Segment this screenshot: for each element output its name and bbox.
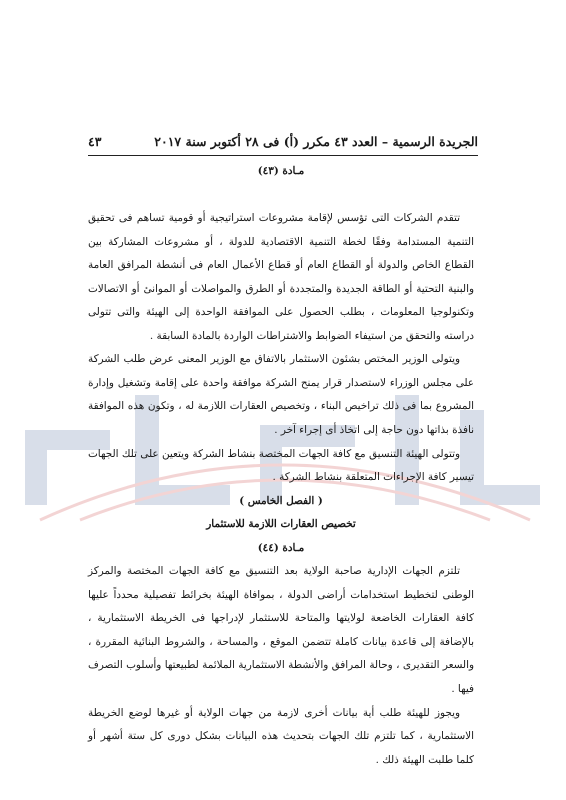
article-43-paragraph-3: وتتولى الهيئة التنسيق مع كافة الجهات المختصة بنشاط الشركة ويتعين على تلك الجهات تيسير كافة الإجراءات المتعلقة بنشاط الشركة . [88, 447, 474, 484]
document-body [88, 160, 474, 772]
page-number: ٤٣ [88, 133, 102, 149]
chapter-title: تخصيص العقارات اللازمة للاستثمار [206, 518, 356, 531]
chapter-heading: ( الفصل الخامس ) [239, 494, 323, 507]
page-header [88, 130, 478, 152]
article-44-paragraph-2: ويجوز للهيئة طلب أية بيانات أخرى لازمة من جهات الولاية أو غيرها لوضع الخريطة الاستثمارية ، كما تلتزم تلك الجهات بتحديث هذه البيانات بشكل دورى كل ستة أشهر أو كلما طلبت الهيئة ذلك . [88, 706, 474, 766]
article-43-heading: مـادة (٤٣) [257, 165, 305, 177]
gazette-header-title: الجريدة الرسمية – العدد ٤٣ مكرر (أ) فى ٢٨ أكتوبر سنة ٢٠١٧ [154, 133, 478, 149]
article-44-paragraph-1: تلتزم الجهات الإدارية صاحبة الولاية بعد التنسيق مع كافة الجهات المختصة والمركز الوطنى لتخطيط استخدامات أراضى الدولة ، بموافاة الهيئة بخرائط تفصيلية محدداً عليها كافة العقارات الخاضعة لولايتها والمتاحة للاستثمار لإدراجها فى الخريطة الاستثمارية ، بالإضافة إلى قاعدة بيانات كاملة تتضمن الموقع ، والمساحة ، والشروط البنائية المقررة ، والسعر التقديرى ، وحالة المرافق والأنشطة الاستثمارية الملائمة لطبيعتها وأسلوب التصرف فيها . [88, 565, 474, 696]
article-43-paragraph-2: ويتولى الوزير المختص بشئون الاستثمار بالاتفاق مع الوزير المعنى عرض طلب الشركة على مجلس الوزراء لاستصدار قرار يمنح الشركة موافقة واحدة على إقامة وتشغيل وإدارة المشروع بما فى ذلك تراخيص البناء ، وتخصيص العقارات اللازمة له ، وتكون هذه الموافقة نافذة بذاتها دون حاجة إلى اتخاذ أى إجراء آخر . [88, 353, 474, 437]
article-43-paragraph-1: تتقدم الشركات التى تؤسس لإقامة مشروعات استراتيجية أو قومية تساهم فى تحقيق التنمية المستدامة وفقًا لخطة التنمية الاقتصادية للدولة ، أو مشروعات المشاركة بين القطاع الخاص والدولة أو القطاع العام أو قطاع الأعمال العام فى أنشطة المرافق العامة والبنية التحتية أو الطاقة الجديدة والمتجددة أو الطرق والمواصلات أو الموانئ أو الاتصالات وتكنولوجيا المعلومات ، بطلب الحصول على الموافقة الواحدة إلى الهيئة والتى تتولى دراسته والتحقق من استيفاء الضوابط والاشتراطات الواردة بالمادة السابقة . [88, 212, 474, 342]
header-divider [88, 155, 478, 156]
spacer [88, 184, 474, 208]
article-44-heading: مـادة (٤٤) [257, 541, 305, 554]
